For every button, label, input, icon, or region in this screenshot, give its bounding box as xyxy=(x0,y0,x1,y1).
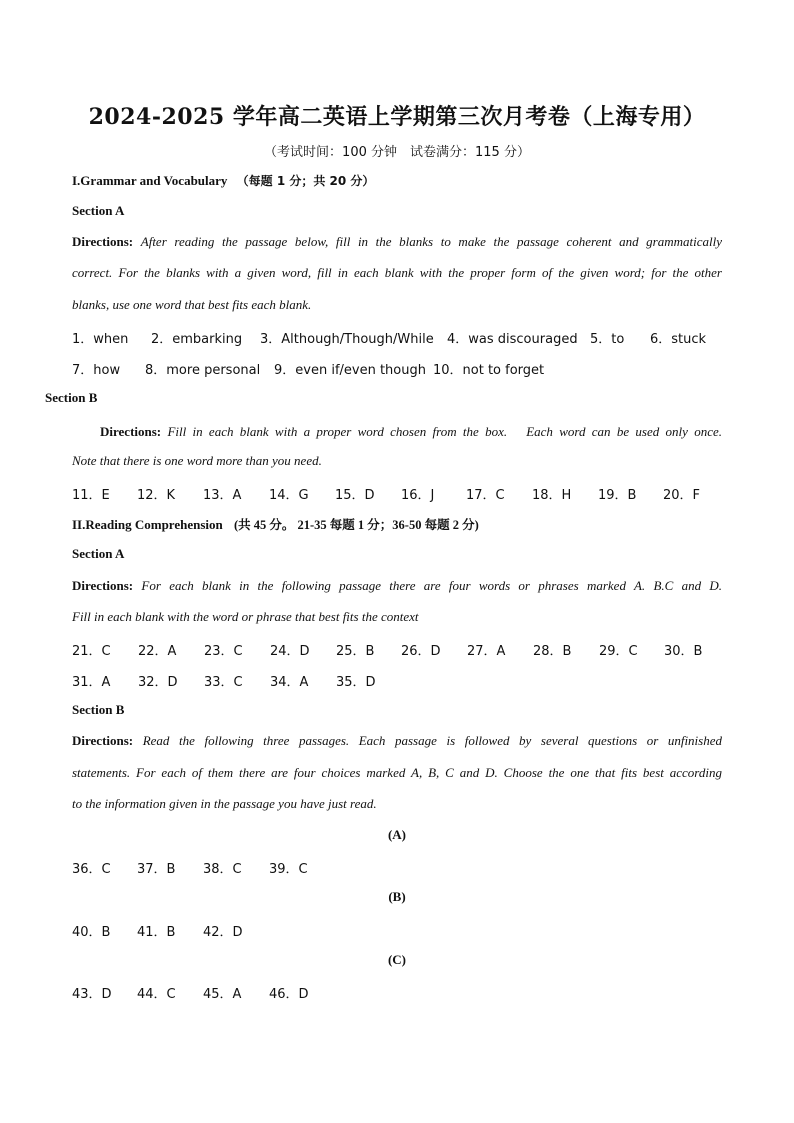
part2-sectionA-label: Section A xyxy=(72,546,125,561)
passage-b-label: (B) xyxy=(388,889,406,904)
answer-item: 31．A xyxy=(72,675,111,690)
part2-sectionA-directions-line2: Fill in each blank with the word or phrase that best fits the context xyxy=(72,609,419,624)
part2-heading: II.Reading Comprehension xyxy=(72,517,223,532)
part1-sectionA-directions-line3: blanks, use one word that best fits each blank. xyxy=(72,297,312,312)
answer-item: 40．B xyxy=(72,925,111,940)
answer-item: 16．J xyxy=(401,488,435,503)
answer-item: 45．A xyxy=(203,987,242,1002)
answer-item: 42．D xyxy=(203,925,243,940)
answer-item: 35．D xyxy=(336,675,376,690)
part2-sectionB-directions-line3: to the information given in the passage you have just read. xyxy=(72,796,377,811)
part1-heading-line xyxy=(72,172,374,189)
answer-item: 2．embarking xyxy=(151,332,243,347)
answer-item: 11．E xyxy=(72,488,110,503)
answer-item: 4．was discouraged xyxy=(447,332,578,347)
directions-label: Directions: xyxy=(72,578,134,593)
part1-sectionB-label: Section B xyxy=(45,390,98,405)
answer-item: 22．A xyxy=(138,644,177,659)
part2-sectionA-answers-row2 xyxy=(72,671,376,690)
passage-c-label: (C) xyxy=(387,952,407,967)
answer-item: 43．D xyxy=(72,987,112,1002)
answer-item: 15．D xyxy=(335,488,375,503)
passage-c-answers xyxy=(72,983,309,1002)
answer-item: 7．how xyxy=(72,363,121,378)
part1-sectionB-directions-line2: Note that there is one word more than you need. xyxy=(72,453,322,468)
part2-sectionA-directions-line1 xyxy=(72,578,722,594)
answer-item: 44．C xyxy=(137,987,176,1002)
answer-item: 33．C xyxy=(204,675,243,690)
answer-item: 9．even if/even though xyxy=(274,363,426,378)
answer-item: 8．more personal xyxy=(145,363,261,378)
page-title: 2024-2025 学年高二英语上学期第三次月考卷（上海专用） xyxy=(88,104,706,130)
answer-item: 28．B xyxy=(533,644,572,659)
answer-item: 5．to xyxy=(590,332,625,347)
answer-item: 46．D xyxy=(269,987,309,1002)
answer-item: 39．C xyxy=(269,862,308,877)
part1-sectionA-answers-row1 xyxy=(72,328,706,347)
passage-b-answers xyxy=(72,921,243,940)
part1-sectionB-answers xyxy=(72,484,700,503)
answer-item: 34．A xyxy=(270,675,309,690)
part2-sectionB-label: Section B xyxy=(72,702,125,717)
part1-sectionA-directions-line1 xyxy=(72,234,722,250)
answer-item: 18．H xyxy=(532,488,572,503)
answer-item: 17．C xyxy=(466,488,505,503)
answer-item: 14．G xyxy=(269,488,309,503)
part1-score-note: （每题 1 分；共 20 分） xyxy=(236,174,375,188)
directions-text: For each blank in the following passage there are four words or phrases marked A. B.C and D. xyxy=(141,578,722,593)
part2-sectionB-directions-line1 xyxy=(72,733,722,749)
answer-item: 29．C xyxy=(599,644,638,659)
answer-item: 30．B xyxy=(664,644,703,659)
answer-item: 10．not to forget xyxy=(433,363,545,378)
passage-a-answers xyxy=(72,858,308,877)
answer-item: 27．A xyxy=(467,644,506,659)
answer-item: 41．B xyxy=(137,925,176,940)
answer-item: 38．C xyxy=(203,862,242,877)
part1-heading: I.Grammar and Vocabulary xyxy=(72,173,228,188)
directions-text: Read the following three passages. Each passage is followed by several questions or unfinished xyxy=(142,733,722,748)
part1-sectionA-label: Section A xyxy=(72,203,125,218)
part1-sectionA-answers-row2 xyxy=(72,359,544,378)
answer-item: 1．when xyxy=(72,332,129,347)
answer-item: 36．C xyxy=(72,862,111,877)
answer-item: 24．D xyxy=(270,644,310,659)
answer-item: 6．stuck xyxy=(650,332,707,347)
answer-item: 25．B xyxy=(336,644,375,659)
part2-sectionB-directions-line2: statements. For each of them there are four choices marked A, B, C and D. Choose the one that fits best according xyxy=(72,765,722,780)
part1-sectionB-directions-line1 xyxy=(100,421,722,440)
directions-label: Directions: xyxy=(100,424,162,439)
answer-item: 26．D xyxy=(401,644,441,659)
part2-heading-line xyxy=(72,515,479,533)
part2-score-note: (共 45 分。 21-35 每题 1 分；36-50 每题 2 分) xyxy=(233,518,479,532)
answer-item: 12．K xyxy=(137,488,176,503)
exam-info: （考试时间：100 分钟 试卷满分：115 分） xyxy=(264,145,530,160)
answer-item: 21．C xyxy=(72,644,111,659)
directions-label: Directions: xyxy=(72,234,134,249)
directions-text: Fill in each blank with a proper word chosen from the box. Each word can be used only once. xyxy=(167,424,722,439)
passage-a-label: (A) xyxy=(387,827,407,842)
part1-sectionA-directions-line2: correct. For the blanks with a given word, fill in each blank with the proper form of the given word; for the other xyxy=(72,265,722,280)
answer-item: 23．C xyxy=(204,644,243,659)
answer-item: 37．B xyxy=(137,862,176,877)
answer-item: 20．F xyxy=(663,488,701,503)
directions-label: Directions: xyxy=(72,733,134,748)
answer-item: 19．B xyxy=(598,488,637,503)
answer-item: 13．A xyxy=(203,488,242,503)
directions-text: After reading the passage below, fill in the blanks to make the passage coherent and grammatically xyxy=(140,234,723,249)
answer-item: 32．D xyxy=(138,675,178,690)
answer-item: 3．Although/Though/While xyxy=(260,332,434,347)
part2-sectionA-answers-row1 xyxy=(72,640,702,659)
